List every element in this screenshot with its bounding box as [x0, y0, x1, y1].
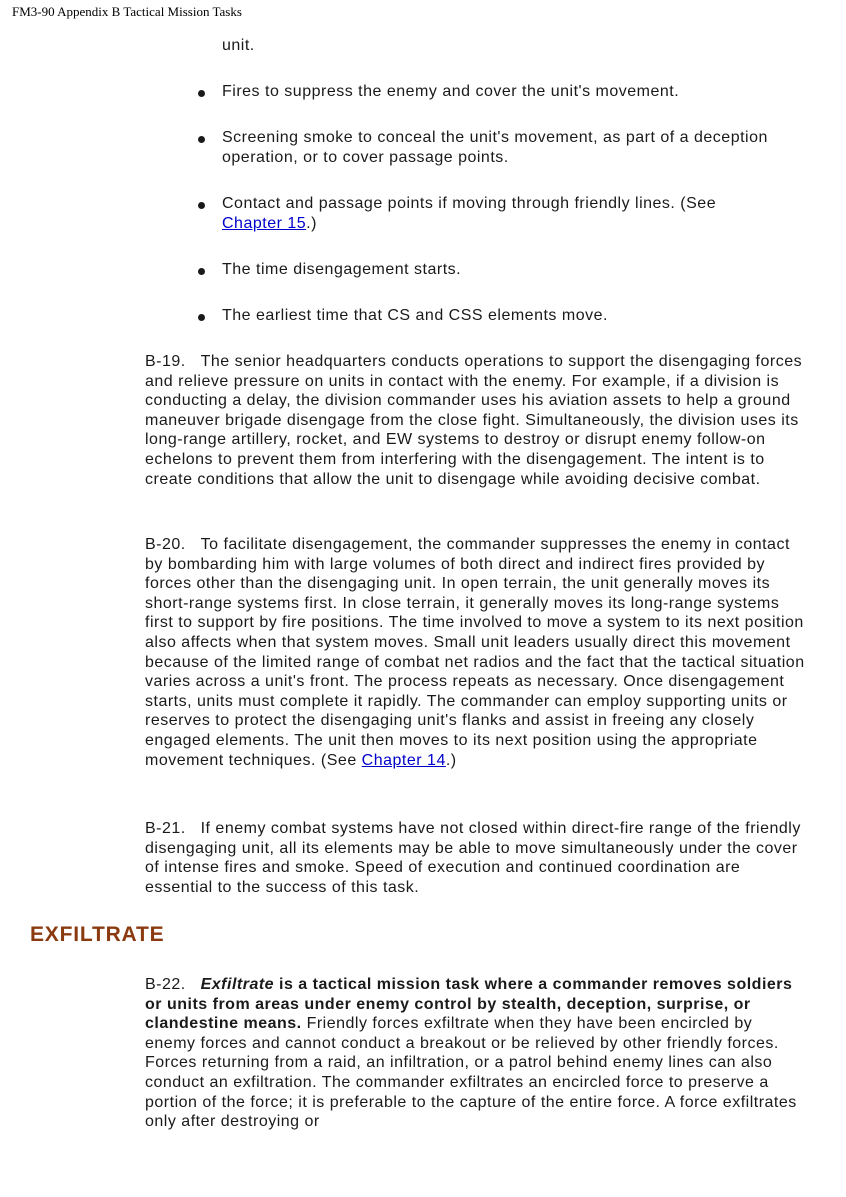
paragraph-b21	[145, 819, 807, 897]
bullet-icon	[198, 202, 205, 209]
paragraph-number: B-22.	[145, 976, 186, 993]
paragraph-text-end: .)	[445, 751, 457, 769]
list-item	[0, 194, 846, 234]
paragraph-number: B-21.	[145, 820, 186, 837]
paragraph-number: B-20.	[145, 536, 186, 553]
list-item-text: The earliest time that CS and CSS elements move.	[222, 307, 608, 324]
list-item	[0, 306, 846, 326]
paragraph-b22	[145, 975, 807, 1132]
running-header: FM3-90 Appendix B Tactical Mission Tasks	[12, 4, 242, 19]
paragraph-text: If enemy combat systems have not closed within direct-fire range of the friendly disengaging unit, all its elements may be able to move simultaneously under the cover of intense fires and smoke. Speed of execution and continued coordination are essential to the success of this task.	[145, 820, 801, 896]
defined-term: Exfiltrate	[200, 976, 275, 993]
paragraph-text: To facilitate disengagement, the commander suppresses the enemy in contact by bombarding him with large volumes of both direct and indirect fires provided by forces other than the disengaging unit. In open terrain, the unit generally moves its short-range systems first. In close terrain, it generally moves its long-range systems first to support by fire positions. The time involved to move a system to its next position also affects when that system moves. Small unit leaders usually direct this movement because of the limited range of combat net radios and the fact that the tactical situation varies across a unit's front. The process repeats as necessary. Once disengagement starts, units must complete it rapidly. The commander can employ supporting units or reserves to protect the disengaging unit's flanks and assist in freeing any closely engaged elements. The unit then moves to its next position using the appropriate movement techniques. (See	[145, 536, 805, 769]
paragraph-b20	[145, 535, 807, 770]
chapter-15-link[interactable]: Chapter 15	[222, 215, 307, 232]
bullet-icon	[198, 314, 205, 321]
list-item	[0, 128, 846, 168]
list-item-text-end: .)	[306, 215, 317, 232]
paragraph-b19	[145, 352, 807, 489]
bullet-list	[0, 82, 846, 352]
list-item-text: The time disengagement starts.	[222, 261, 462, 278]
list-item-text: Contact and passage points if moving through friendly lines. (See	[222, 195, 717, 212]
paragraph-text: The senior headquarters conducts operations to support the disengaging forces and relieve pressure on units in contact with the enemy. For example, if a division is conducting a delay, the division commander uses his aviation assets to help a ground maneuver brigade disengage from the close fight. Simultaneously, the division uses its long-range artillery, rocket, and EW systems to destroy or disrupt enemy follow-on echelons to prevent them from interfering with the disengagement. The intent is to create conditions that allow the unit to disengage while avoiding decisive combat.	[145, 353, 803, 488]
list-item	[0, 82, 846, 102]
section-heading: EXFILTRATE	[30, 923, 165, 946]
definition-text: is a tactical mission task where a commander removes soldiers or units from areas under enemy control by stealth, deception, surprise, or clandestine means.	[145, 976, 793, 1033]
paragraph-text: Friendly forces exfiltrate when they have been encircled by enemy forces and cannot conduct a breakout or be relieved by other friendly forces. Forces returning from a raid, an infiltration, or a patrol behind enemy lines can also conduct an exfiltration. The commander exfiltrates an encircled force to preserve a portion of the force; it is preferable to the capture of the entire force. A force exfiltrates only after destroying or	[145, 1015, 797, 1131]
list-item	[0, 260, 846, 280]
continuation-text: unit.	[222, 37, 255, 54]
chapter-14-link[interactable]: Chapter 14	[361, 751, 446, 769]
list-item-text: Fires to suppress the enemy and cover the unit's movement.	[222, 83, 680, 100]
bullet-icon	[198, 268, 205, 275]
bullet-icon	[198, 90, 205, 97]
paragraph-number: B-19.	[145, 353, 186, 370]
bullet-icon	[198, 136, 205, 143]
list-item-text: Screening smoke to conceal the unit's movement, as part of a deception operation, or to cover passage points.	[222, 129, 768, 166]
